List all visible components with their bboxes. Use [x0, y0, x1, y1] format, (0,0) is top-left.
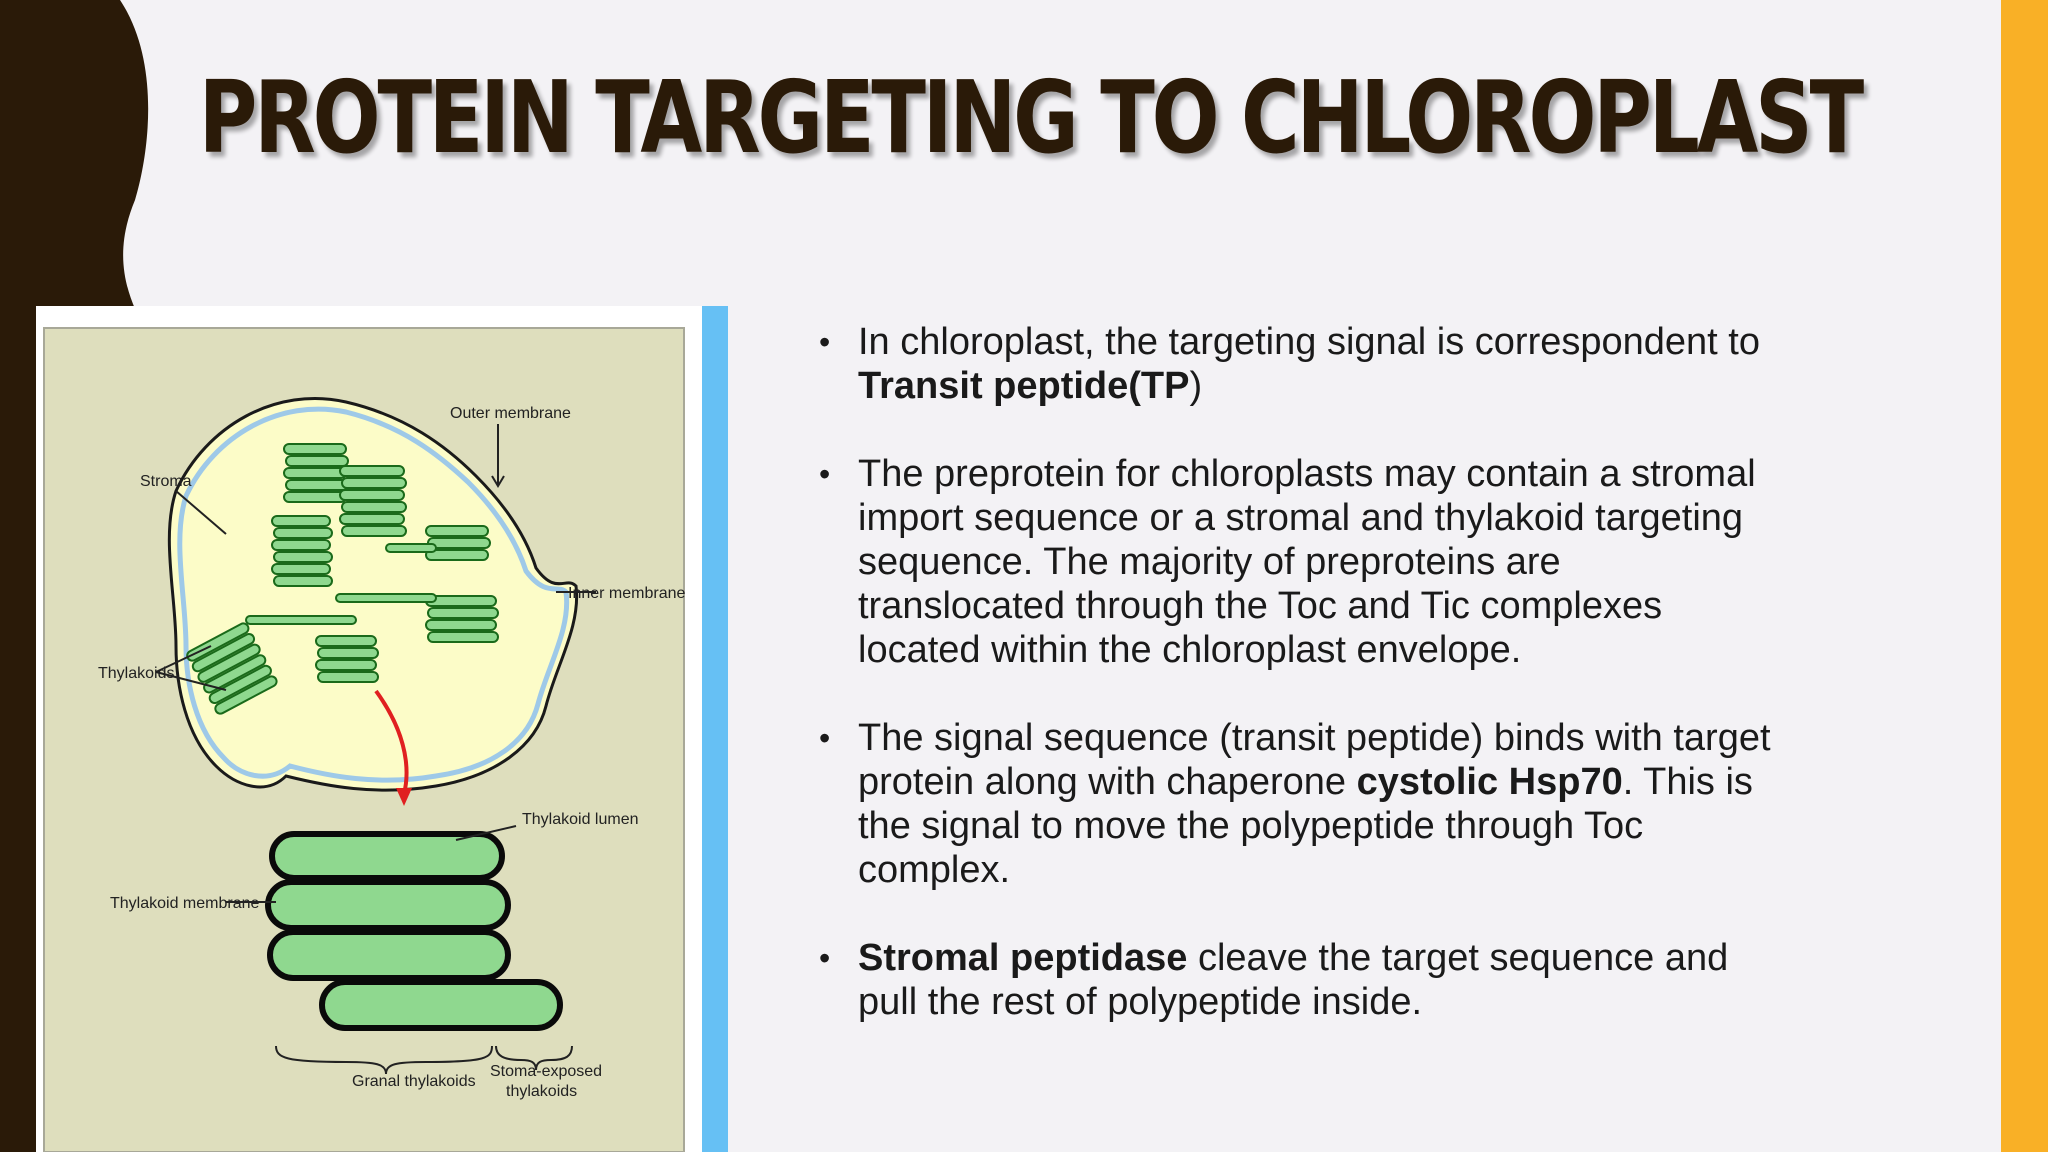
label-thylakoids: Thylakoids — [98, 665, 175, 682]
granum-1 — [284, 444, 348, 502]
label-stroma-exposed-line1: Stoma-exposed — [490, 1063, 603, 1080]
chloroplast-figure — [36, 306, 728, 1152]
label-inner-membrane: Inner membrane — [568, 585, 686, 602]
granum-4 — [426, 526, 490, 560]
label-stroma-exposed-line2: thylakoids — [506, 1083, 578, 1100]
bullet-list — [815, 320, 1775, 1068]
figure-blue-stripe — [702, 306, 728, 1152]
granum-6 — [316, 636, 378, 682]
bullet-4: • Stromal peptidase cleave the target sequence and pull the rest of polypeptide inside. — [815, 936, 1775, 1024]
granum-5 — [426, 596, 498, 642]
bullet-2: • The preprotein for chloroplasts may contain a stromal import sequence or a stromal and thylakoid targeting sequence. The majority of preproteins are translocated through the Toc and Tic complexes located within the chloroplast envelope. — [815, 452, 1775, 672]
label-thylakoid-lumen: Thylakoid lumen — [522, 811, 639, 828]
granum-2 — [340, 466, 406, 536]
label-outer-membrane: Outer membrane — [450, 405, 571, 422]
label-stroma: Stroma — [140, 473, 192, 490]
right-accent-band — [2001, 0, 2048, 1152]
slide-title: PROTEIN TARGETING TO CHLOROPLAST — [198, 59, 1861, 176]
label-granal-thylakoids: Granal thylakoids — [352, 1073, 476, 1090]
bullet-1: • In chloroplast, the targeting signal is correspondent to Transit peptide(TP) — [815, 320, 1775, 408]
bullet-3: • The signal sequence (transit peptide) binds with target protein along with chaperone cystolic Hsp70. This is the signal to move the polypeptide through Toc complex. — [815, 716, 1775, 892]
label-thylakoid-membrane: Thylakoid membrane — [110, 895, 260, 912]
granum-3 — [272, 516, 332, 586]
